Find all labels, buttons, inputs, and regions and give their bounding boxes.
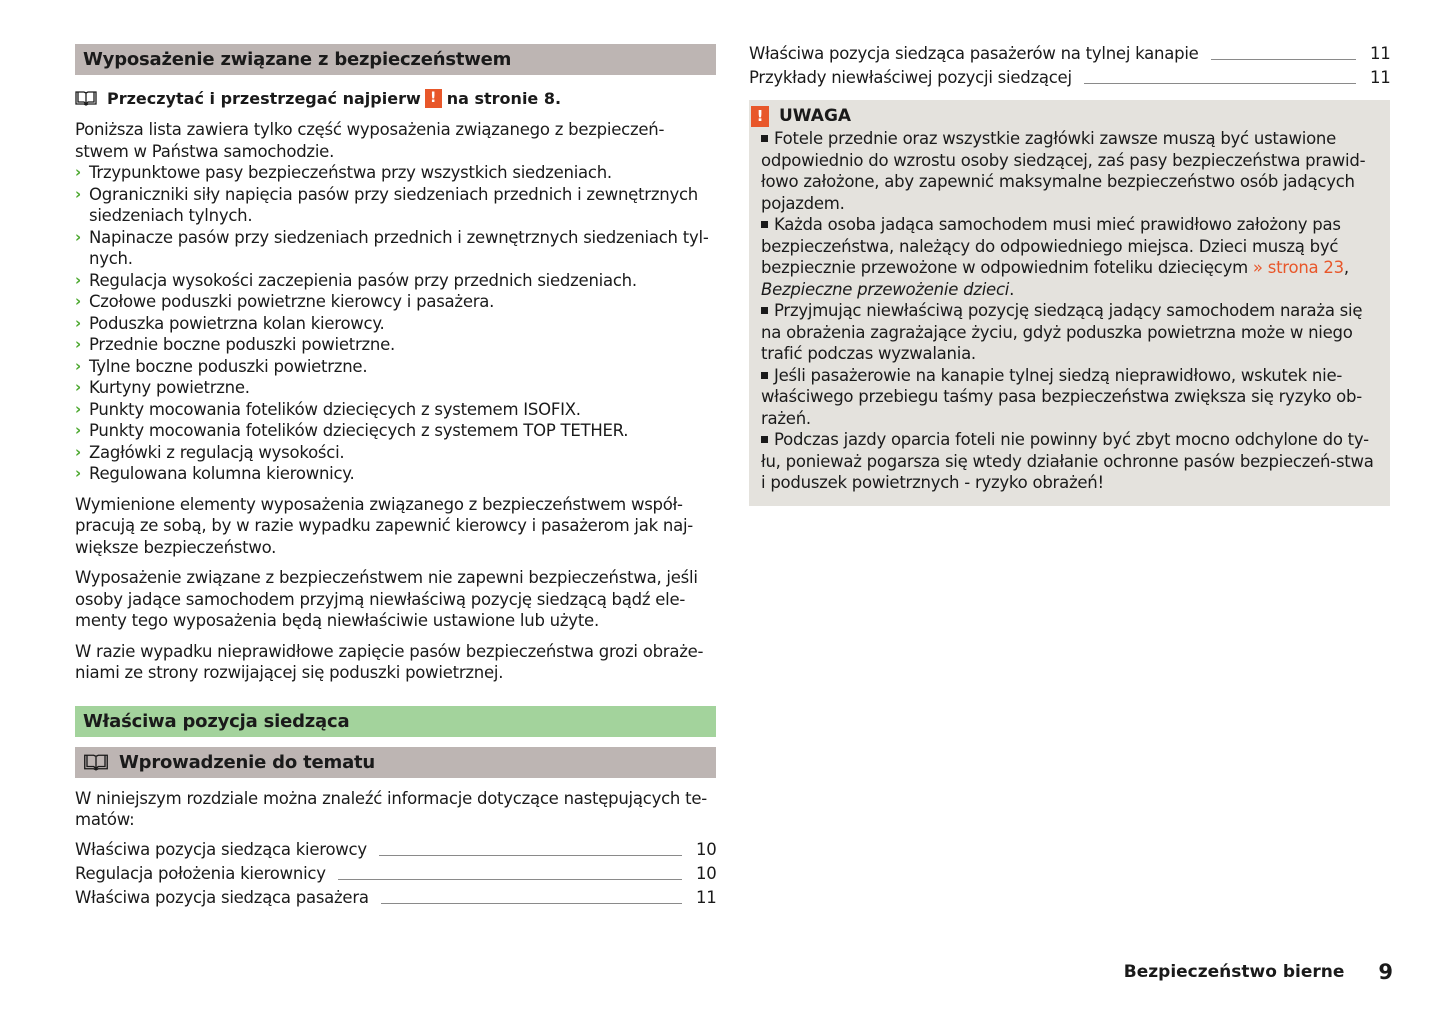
warning-title	[749, 104, 1378, 128]
toc-page-number: 11	[1370, 44, 1391, 63]
list-item: › Tylne boczne poduszki powietrzne.	[75, 356, 368, 376]
warning-box	[749, 100, 1390, 506]
chevron-right-icon: ›	[75, 270, 81, 289]
chevron-right-icon: ›	[75, 421, 81, 439]
left-column	[75, 44, 716, 910]
toc-entry[interactable]: Regulacja położenia kierownicy 10	[75, 862, 716, 886]
toc-leader	[379, 855, 682, 856]
page-reference-link[interactable]: » strona 23	[1252, 258, 1344, 277]
chevron-right-icon: ›	[75, 313, 81, 332]
section-title: Wyposażenie związane z bezpieczeństwem	[83, 49, 512, 70]
page-number: 9	[1378, 960, 1393, 984]
list-item: › Punkty mocowania fotelików dziecięcych z systemem ISOFIX.	[75, 399, 581, 419]
warning-item: Fotele przednie oraz wszystkie zagłówki zawsze muszą być ustawione odpowiednio do wzrostu osoby siedzącej, zaś pasy bezpieczeństwa prawid-łowo założone, aby zapewnić maksymalne bezpieczeństwo osób jadących pojazdem.	[761, 129, 1366, 213]
paragraph: Wymienione elementy wyposażenia związanego z bezpieczeństwem współ-pracują ze sobą, by w razie wypadku zapewnić kierowcy i pasażerom jak naj-większe bezpieczeństwo.	[75, 494, 693, 557]
paragraph: Wyposażenie związane z bezpieczeństwem nie zapewni bezpieczeństwa, jeśli osoby jadące samochodem przyjmą niewłaściwą pozycję siedzącą bądź ele-menty tego wyposażenia będą niewłaściwie ustawione lub użyte.	[75, 568, 698, 630]
intro-paragraph: Poniższa lista zawiera tylko część wyposażenia związanego z bezpieczeń-stwem w Państwa samochodzie.	[75, 120, 665, 161]
warning-item: Przyjmując niewłaściwą pozycję siedzącą jadący samochodem naraża się na obrażenia zagrażające życiu, gdyż poduszka powietrzna może w niego trafić podczas wyzwalania.	[761, 301, 1363, 363]
paragraph: W razie wypadku nieprawidłowe zapięcie pasów bezpieczeństwa grozi obraże-niami ze strony rozwijającej się poduszki powietrznej.	[75, 641, 704, 682]
equipment-list	[75, 162, 716, 485]
topics-toc-continued	[749, 42, 1390, 90]
list-item: › Punkty mocowania fotelików dziecięcych z systemem TOP TETHER.	[75, 421, 629, 440]
toc-page-number: 11	[1370, 68, 1391, 87]
warning-icon: !	[425, 89, 442, 108]
square-bullet-icon	[761, 135, 768, 142]
chevron-right-icon: ›	[75, 378, 81, 396]
book-icon	[83, 753, 109, 771]
chapter-title: Bezpieczeństwo bierne	[1123, 962, 1345, 982]
read-first-notice	[75, 87, 716, 109]
list-item: › Regulacja wysokości zaczepienia pasów przy przednich siedzeniach.	[75, 270, 637, 290]
toc-entry[interactable]: Właściwa pozycja siedząca pasażerów na tylnej kanapie 11	[749, 42, 1390, 66]
list-item: › Kurtyny powietrzne.	[75, 378, 250, 397]
toc-page-number: 11	[696, 887, 717, 907]
section-header-seating-position	[75, 706, 716, 737]
section-header-safety-equipment	[75, 44, 716, 75]
square-bullet-icon	[761, 307, 768, 314]
toc-leader	[1211, 59, 1356, 60]
toc-leader	[381, 903, 682, 904]
page-reference-link[interactable]: na stronie 8.	[446, 88, 562, 108]
warning-item: Podczas jazdy oparcia foteli nie powinny być zbyt mocno odchylone do ty-łu, ponieważ pogarsza się wtedy działanie ochronne pasów bezpieczeń-stwa i poduszek powietrznych - ryzyko obrażeń!	[761, 430, 1374, 492]
warning-icon: !	[751, 106, 769, 127]
right-column	[749, 42, 1390, 506]
section-title: Właściwa pozycja siedząca	[83, 710, 350, 732]
chevron-right-icon: ›	[75, 335, 81, 353]
toc-page-number: 10	[696, 839, 717, 859]
read-first-text: Przeczytać i przestrzegać najpierw	[107, 88, 421, 108]
page-footer	[1124, 960, 1393, 984]
toc-entry[interactable]: Właściwa pozycja siedząca pasażera 11	[75, 886, 716, 910]
chevron-right-icon: ›	[75, 163, 81, 181]
toc-entry[interactable]: Właściwa pozycja siedząca kierowcy 10	[75, 838, 716, 862]
book-icon	[75, 90, 97, 106]
square-bullet-icon	[761, 436, 768, 443]
list-item: › Trzypunktowe pasy bezpieczeństwa przy wszystkich siedzeniach.	[75, 163, 612, 182]
list-item: › Napinacze pasów przy siedzeniach przednich i zewnętrznych siedzeniach tyl-nych.	[75, 227, 709, 268]
toc-page-number: 10	[696, 863, 717, 883]
topics-toc	[75, 838, 716, 910]
list-item: › Ograniczniki siły napięcia pasów przy siedzeniach przednich i zewnętrznych siedzeniach tylnych.	[75, 184, 698, 225]
square-bullet-icon	[761, 372, 768, 379]
topics-intro: W niniejszym rozdziale można znaleźć informacje dotyczące następujących te-matów:	[75, 788, 707, 829]
toc-leader	[338, 879, 682, 880]
square-bullet-icon	[761, 221, 768, 228]
chevron-right-icon: ›	[75, 227, 81, 246]
chevron-right-icon: ›	[75, 184, 81, 203]
list-item: › Czołowe poduszki powietrzne kierowcy i pasażera.	[75, 292, 495, 311]
list-item: › Zagłówki z regulacją wysokości.	[75, 442, 345, 462]
chevron-right-icon: ›	[75, 356, 81, 375]
toc-leader	[1084, 83, 1356, 84]
list-item: › Poduszka powietrzna kolan kierowcy.	[75, 313, 385, 333]
list-item: › Regulowana kolumna kierownicy.	[75, 464, 355, 483]
warning-item: Każda osoba jadąca samochodem musi mieć prawidłowo założony pas bezpieczeństwa, należący do odpowiedniego miejsca. Dzieci muszą być bezpiecznie przewożone w odpowiednim foteliku dziecięcym » strona 23, Bezpieczne przewożenie dzieci.	[761, 215, 1349, 299]
toc-entry[interactable]: Przykłady niewłaściwej pozycji siedzącej 11	[749, 66, 1390, 90]
chevron-right-icon: ›	[75, 399, 81, 418]
reference-title: Bezpieczne przewożenie dzieci	[761, 279, 1010, 299]
chevron-right-icon: ›	[75, 442, 81, 461]
warning-label: UWAGA	[779, 106, 852, 126]
list-item: › Przednie boczne poduszki powietrzne.	[75, 335, 396, 354]
subsection-title: Wprowadzenie do tematu	[119, 751, 376, 773]
subsection-header-intro	[75, 747, 716, 778]
warning-item: Jeśli pasażerowie na kanapie tylnej siedzą nieprawidłowo, wskutek nie-właściwego przebiegu taśmy pasa bezpieczeństwa zwiększa się ryzyko ob-rażeń.	[761, 365, 1362, 428]
chevron-right-icon: ›	[75, 464, 81, 482]
chevron-right-icon: ›	[75, 292, 81, 310]
